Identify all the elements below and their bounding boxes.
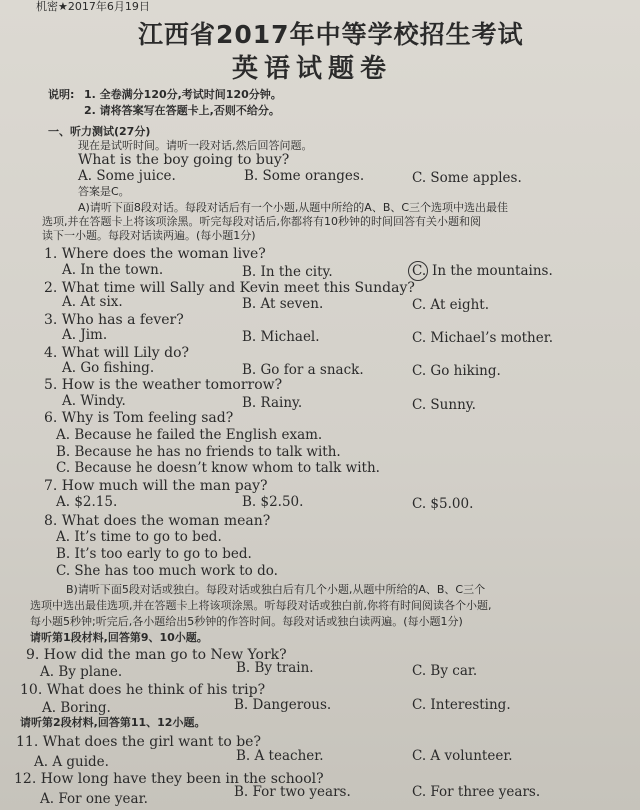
q11-option-c: C. A volunteer. [412, 748, 513, 764]
partA-instruction-1: A)请听下面8段对话。每段对话后有一个小题,从题中所给的A、B、C三个选项中选出最佳 [78, 201, 509, 214]
question-8: 8. What does the woman mean? [44, 513, 271, 529]
q8-option-a: A. It’s time to go to bed. [56, 529, 222, 545]
question-9: 9. How did the man go to New York? [26, 647, 287, 663]
q10-option-b: B. Dangerous. [234, 697, 332, 713]
q9-option-c: C. By car. [412, 663, 478, 679]
q7-option-c: C. $5.00. [412, 496, 474, 512]
question-12: 12. How long have they been in the school? [14, 771, 324, 787]
paper-subtitle: 英语试题卷 [232, 54, 393, 84]
q3-option-c: C. Michael’s mother. [412, 330, 553, 346]
note-1: 1. 全卷满分120分,考试时间120分钟。 [84, 88, 282, 101]
top-mark: 机密★2017年6月19日 [36, 0, 150, 13]
q7-option-b: B. $2.50. [242, 494, 304, 510]
partB-instruction-2: 选项中选出最佳选项,并在答题卡上将该项涂黑。听每段对话或独白前,你将有时间阅读各个小题, [30, 599, 492, 612]
q12-option-b: B. For two years. [234, 784, 351, 800]
q9-option-b: B. By train. [236, 660, 314, 676]
partB-instruction-1: B)请听下面5段对话或独白。每段对话或独白后有几个小题,从题中所给的A、B、C三个 [66, 583, 486, 596]
q6-option-b: B. Because he has no friends to talk with. [56, 444, 341, 460]
q1-option-a: A. In the town. [62, 262, 164, 278]
q5-option-a: A. Windy. [62, 393, 126, 409]
q6-option-c: C. Because he doesn’t know whom to talk with. [56, 460, 380, 476]
question-7: 7. How much will the man pay? [44, 478, 268, 494]
note-2: 2. 请将答案写在答题卡上,否则不给分。 [84, 104, 280, 117]
q8-option-b: B. It’s too early to go to bed. [56, 546, 252, 562]
section-heading: 一、听力测试(27分) [48, 125, 151, 138]
question-4: 4. What will Lily do? [44, 345, 190, 361]
q10-option-a: A. Boring. [42, 700, 111, 716]
q2-option-c: C. At eight. [412, 297, 490, 313]
example-option-a: A. Some juice. [78, 168, 176, 184]
example-question: What is the boy going to buy? [78, 152, 290, 168]
q4-option-b: B. Go for a snack. [242, 362, 364, 378]
example-intro: 现在是试听时间。请听一段对话,然后回答问题。 [78, 139, 313, 152]
question-2: 2. What time will Sally and Kevin meet this Sunday? [44, 280, 415, 296]
exam-title: 江西省2017年中等学校招生考试 [138, 20, 524, 49]
q10-option-c: C. Interesting. [412, 697, 511, 713]
question-1: 1. Where does the woman live? [44, 246, 266, 262]
q8-option-c: C. She has too much work to do. [56, 563, 278, 579]
question-11: 11. What does the girl want to be? [16, 734, 261, 750]
question-6: 6. Why is Tom feeling sad? [44, 410, 234, 426]
question-10: 10. What does he think of his trip? [20, 682, 266, 698]
q12-option-a: A. For one year. [40, 791, 148, 807]
q11-option-a: A. A guide. [34, 754, 109, 770]
q12-option-c: C. For three years. [412, 784, 541, 800]
q4-option-c: C. Go hiking. [412, 363, 501, 379]
partB-instruction-3: 每小题5秒钟;听完后,各小题给出5秒钟的作答时间。每段对话或独白读两遍。(每小题1分) [30, 615, 463, 628]
question-5: 5. How is the weather tomorrow? [44, 377, 283, 393]
q7-option-a: A. $2.15. [56, 494, 118, 510]
material-1-heading: 请听第1段材料,回答第9、10小题。 [30, 631, 208, 644]
q9-option-a: A. By plane. [40, 664, 123, 680]
partA-instruction-2: 选项,并在答题卡上将该项涂黑。听完每段对话后,你都将有10秒钟的时间回答有关小题和阅 [42, 215, 481, 228]
example-option-b: B. Some oranges. [244, 168, 365, 184]
example-option-c: C. Some apples. [412, 170, 522, 186]
q5-option-c: C. Sunny. [412, 397, 476, 413]
partA-instruction-3: 读下一小题。每段对话读两遍。(每小题1分) [42, 229, 256, 242]
q5-option-b: B. Rainy. [242, 395, 303, 411]
q1-option-c: In the mountains. [432, 263, 553, 279]
q2-option-a: A. At six. [62, 294, 123, 310]
q11-option-b: B. A teacher. [236, 748, 324, 764]
example-answer: 答案是C。 [78, 185, 130, 198]
q3-option-a: A. Jim. [62, 327, 108, 343]
q2-option-b: B. At seven. [242, 296, 324, 312]
q6-option-a: A. Because he failed the English exam. [56, 427, 323, 443]
notes-label: 说明: [48, 88, 75, 101]
q1-option-c-letter: C. [412, 263, 427, 279]
q3-option-b: B. Michael. [242, 329, 320, 345]
q4-option-a: A. Go fishing. [62, 360, 155, 376]
material-2-heading: 请听第2段材料,回答第11、12小题。 [20, 716, 206, 729]
question-3: 3. Who has a fever? [44, 312, 184, 328]
q1-option-b: B. In the city. [242, 264, 333, 280]
